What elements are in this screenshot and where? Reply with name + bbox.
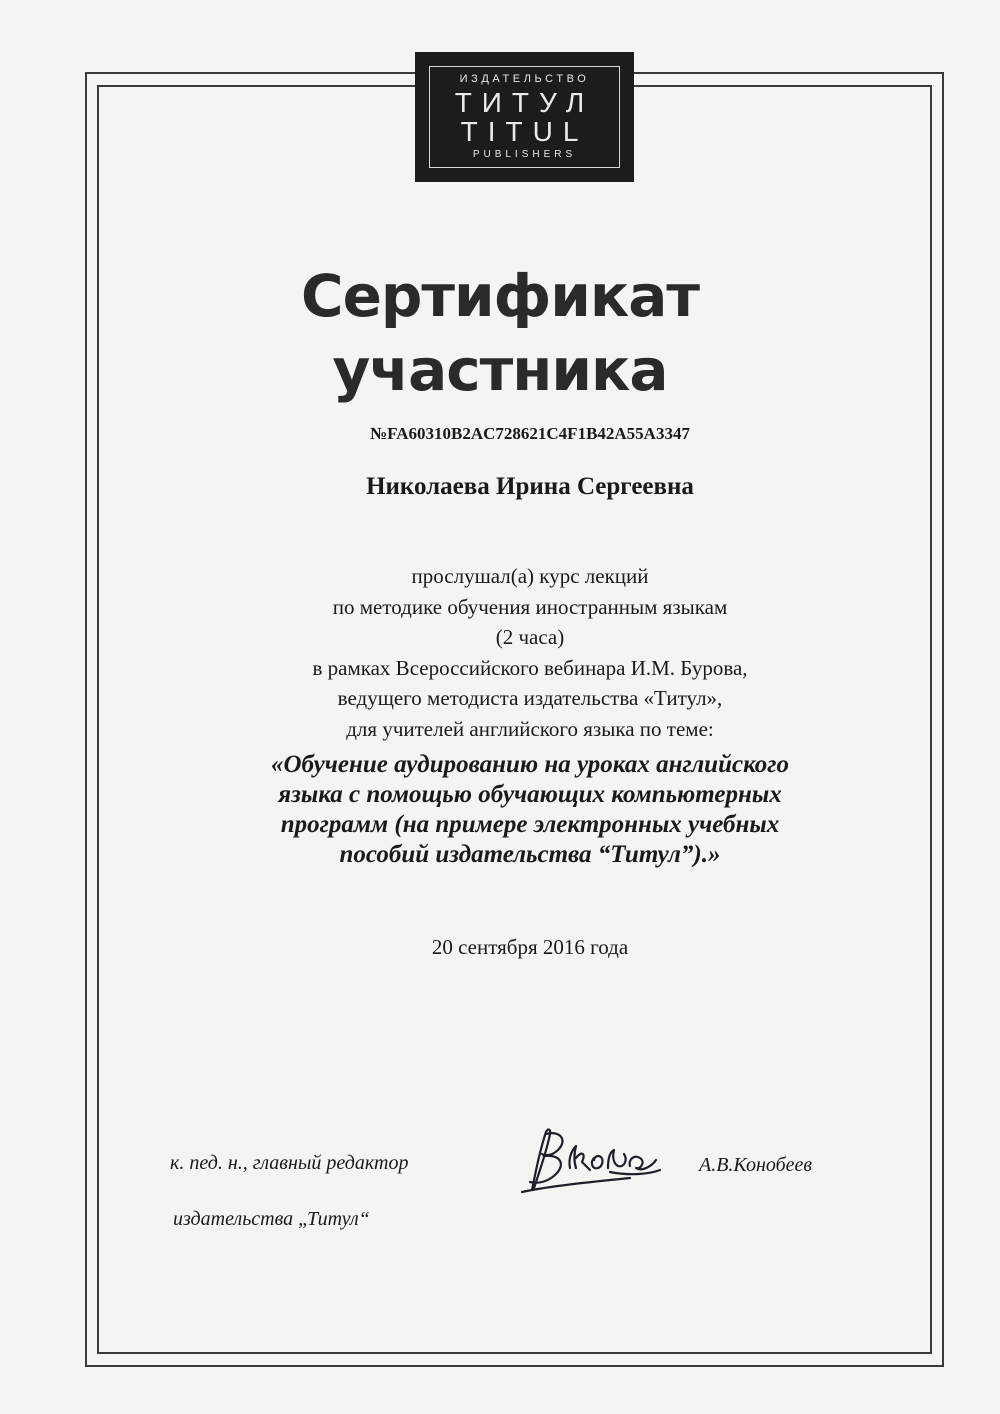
signatory-role-line1: к. пед. н., главный редактор — [170, 1152, 409, 1174]
description-line: по методике обучения иностранным языкам — [332, 594, 728, 619]
certificate-number: №FA60310B2AC728621C4F1B42A55A3347 — [370, 424, 690, 443]
description-line: (2 часа) — [495, 625, 565, 649]
participant-name: Николаева Ирина Сергеевна — [366, 473, 694, 500]
handwritten-signature — [510, 1120, 675, 1200]
description-line: прослушал(а) курс лекций — [411, 564, 649, 588]
logo-top-text: ИЗДАТЕЛЬСТВО — [459, 73, 590, 85]
topic-line: языка с помощью обучающих компьютерных — [278, 781, 782, 808]
topic-line: «Обучение аудированию на уроках английского — [270, 751, 790, 778]
description-line: для учителей английского языка по теме: — [346, 716, 714, 741]
signatory-name: А.В.Конобеев — [699, 1154, 813, 1176]
issue-date: 20 сентября 2016 года — [431, 935, 629, 959]
description-line: ведущего методиста издательства «Титул», — [337, 686, 723, 710]
description-line: в рамках Всероссийского вебинара И.М. Бурова, — [312, 655, 748, 680]
logo-border — [429, 66, 620, 168]
webinar-topic — [30, 750, 1000, 870]
logo-line-latin: TITUL — [460, 116, 589, 147]
topic-line: пособий издательства “Титул”).» — [339, 841, 721, 868]
topic-line: программ (на примере электронных учебных — [280, 811, 780, 838]
logo-line-cyrillic: ТИТУЛ — [454, 87, 595, 118]
course-description — [30, 561, 1000, 744]
logo-bottom-text: PUBLISHERS — [472, 149, 577, 160]
publisher-logo — [415, 52, 634, 182]
signatory-role-line2: издательства „Титул“ — [173, 1208, 370, 1230]
certificate-title-line2: участника — [332, 336, 668, 404]
certificate-title-line1: Сертификат — [301, 262, 699, 330]
